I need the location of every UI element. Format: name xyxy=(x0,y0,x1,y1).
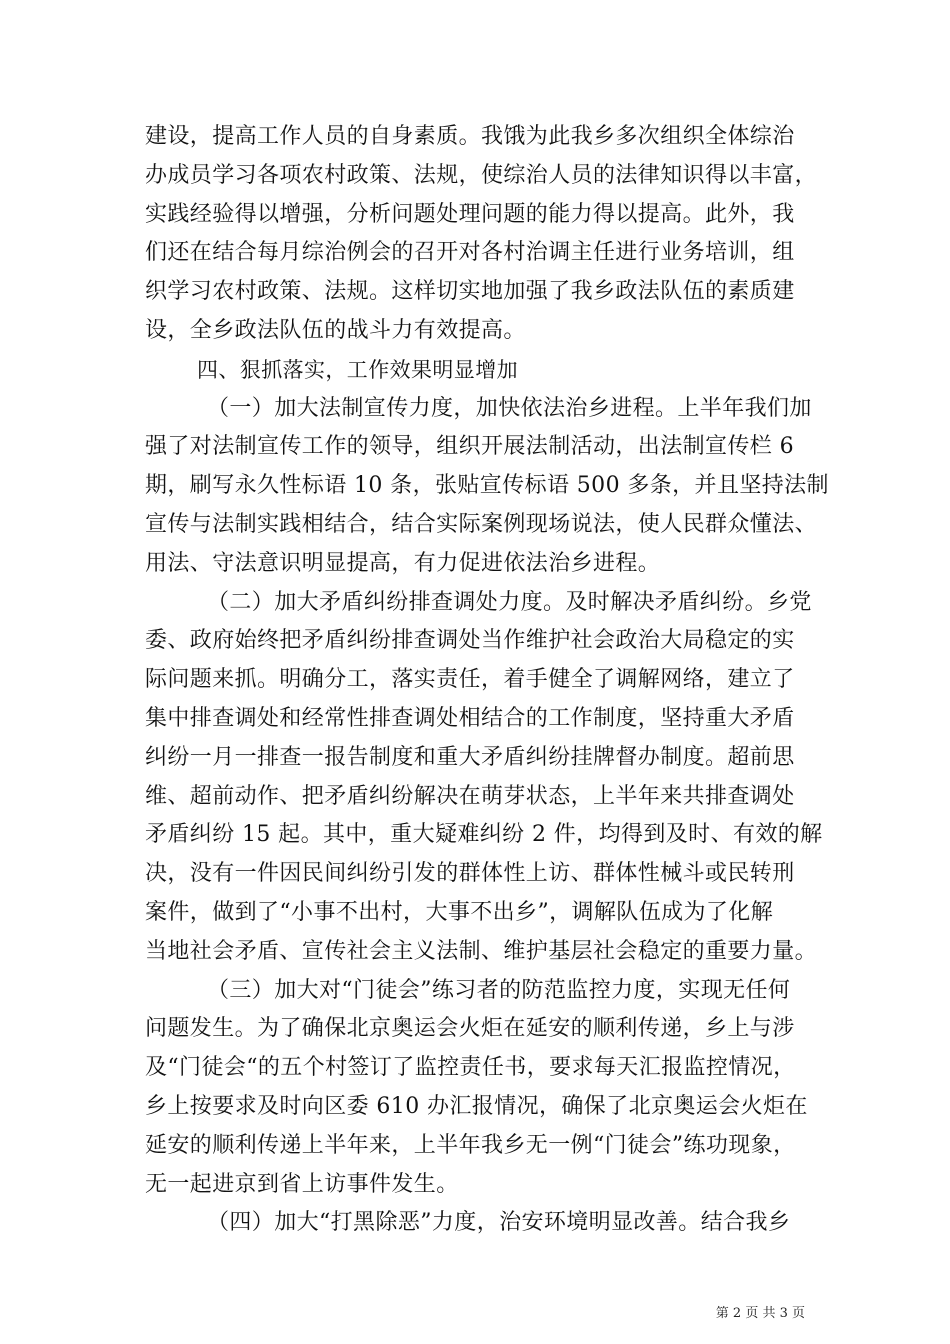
paragraph-line: （三）加大对“门徒会”练习者的防范监控力度，实现无任何 xyxy=(207,977,791,1003)
paragraph-line: 期，刷写永久性标语 10 条，张贴宣传标语 500 多条，并且坚持法制 xyxy=(145,473,829,499)
paragraph-line: （一）加大法制宣传力度，加快依法治乡进程。上半年我们加 xyxy=(207,395,812,421)
paragraph-line: 及“门徒会“的五个村签订了监控责任书，要求每天汇报监控情况， xyxy=(145,1055,796,1081)
paragraph-line: 实践经验得以增强，分析问题处理问题的能力得以提高。此外，我 xyxy=(145,201,795,227)
paragraph-line: 们还在结合每月综治例会的召开对各村治调主任进行业务培训，组 xyxy=(145,240,795,266)
paragraph-line: 集中排查调处和经常性排查调处相结合的工作制度，坚持重大矛盾 xyxy=(145,705,795,731)
paragraph-line: （二）加大矛盾纠纷排查调处力度。及时解决矛盾纠纷。乡党 xyxy=(207,589,812,615)
paragraph-line: 当地社会矛盾、宣传社会主义法制、维护基层社会稳定的重要力量。 xyxy=(145,938,818,964)
paragraph-line: 维、超前动作、把矛盾纠纷解决在萌芽状态，上半年来共排查调处 xyxy=(145,783,795,809)
paragraph-line: （四）加大“打黑除恶”力度，治安环境明显改善。结合我乡 xyxy=(207,1210,791,1236)
paragraph-line: 强了对法制宣传工作的领导，组织开展法制活动，出法制宣传栏 6 xyxy=(145,434,794,460)
paragraph-line: 宣传与法制实践相结合，结合实际案例现场说法，使人民群众懂法、 xyxy=(145,511,818,537)
paragraph-line: 织学习农村政策、法规。这样切实地加强了我乡政法队伍的素质建 xyxy=(145,279,795,305)
paragraph-line: 案件，做到了“小事不出村，大事不出乡”，调解队伍成为了化解 xyxy=(145,899,774,925)
document-body xyxy=(145,118,829,1243)
paragraph-line: 际问题来抓。明确分工，落实责任，着手健全了调解网络，建立了 xyxy=(145,667,795,693)
paragraph-line: 决，没有一件因民间纠纷引发的群体性上访、群体性械斗或民转刑 xyxy=(145,861,795,887)
paragraph-line: 办成员学习各项农村政策、法规，使综治人员的法律知识得以丰富， xyxy=(145,162,818,188)
paragraph-line: 纠纷一月一排查一报告制度和重大矛盾纠纷挂牌督办制度。超前思 xyxy=(145,744,795,770)
paragraph-line: 建设，提高工作人员的自身素质。我饿为此我乡多次组织全体综治 xyxy=(145,124,795,149)
paragraph-line: 设，全乡政法队伍的战斗力有效提高。 xyxy=(145,317,526,343)
paragraph-line: 用法、守法意识明显提高，有力促进依法治乡进程。 xyxy=(145,550,661,576)
paragraph-line: 问题发生。为了确保北京奥运会火炬在延安的顺利传递，乡上与涉 xyxy=(145,1016,795,1042)
paragraph-line: 矛盾纠纷 15 起。其中，重大疑难纠纷 2 件，均得到及时、有效的解 xyxy=(145,822,823,848)
paragraph-line: 乡上按要求及时向区委 610 办汇报情况，确保了北京奥运会火炬在 xyxy=(145,1093,808,1119)
paragraph-line: 委、政府始终把矛盾纠纷排查调处当作维护社会政治大局稳定的实 xyxy=(145,628,795,654)
page-number: 第 2 页 共 3 页 xyxy=(715,1306,805,1321)
section-heading: 四、狠抓落实，工作效果明显增加 xyxy=(197,357,518,382)
paragraph-line: 无一起进京到省上访事件发生。 xyxy=(145,1171,459,1197)
paragraph-line: 延安的顺利传递上半年来，上半年我乡无一例“门徒会”练功现象， xyxy=(145,1132,796,1158)
